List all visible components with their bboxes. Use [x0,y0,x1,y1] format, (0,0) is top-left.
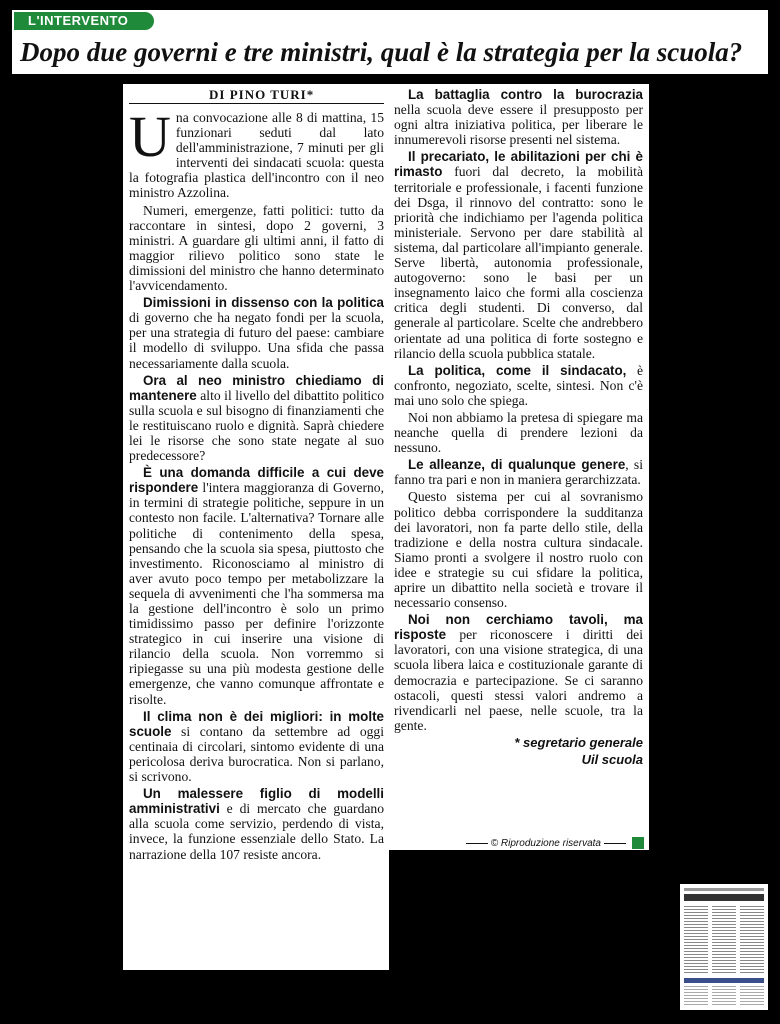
thumbnail-band [684,978,764,983]
paragraph-text: alto il livello del dibattito politico sulla scuola e sul bisogno di finanziamenti che le restituiscano ruolo e dignità. Saprà chiedere lei le risorse che sono state negate al suo predecessore? [129,387,384,464]
paragraph-lead: Dimissioni in dissenso con la politica [143,295,384,311]
headline: Dopo due governi e tre ministri, qual è la strategia per la scuola? [20,37,743,67]
paragraph-text: na convocazione alle 8 di mattina, 15 funzionari seduti dal lato dell'amministrazione, 7 minuti per gli interventi dei sindacati scuola: questa la fotografia plastica dell'incontro con il neo ministro Azzolina. [129,110,384,201]
paragraph [129,203,384,294]
divider [604,843,626,844]
divider [466,843,488,844]
paragraph [129,786,384,861]
paragraph [394,87,643,147]
paragraph-text: di governo che ha negato fondi per la scuola, per una strategia di futuro del paese: cambiare il modello di sviluppo. Una sfida che passa necessariamente dalla scuola. [129,310,384,371]
copyright-text: © Riproduzione riservata [490,838,601,849]
paragraph-lead: Un malessere figlio di modelli amministrativi [129,786,384,817]
thumbnail-column [684,986,708,1006]
section-tag: L'INTERVENTO [14,12,154,30]
paragraph-text: , si fanno tra pari e non in maniera gerarchizzata. [394,457,643,488]
end-mark [632,837,644,849]
paragraph [129,465,384,707]
paragraph [394,612,643,733]
paragraph-lead: È una domanda difficile a cui deve rispondere [129,465,384,496]
byline [129,87,384,104]
paragraph-text: fuori dal decreto, la mobilità territoriale e professionale, i facenti funzione dei Dsga, il rinnovo del contratto: sono le priorità che indichiamo per l'agenda politica ministeriale. Servono per dare stabilità al sistema, dal particolare all'impianto generale. Serve libertà, autonomia professionale, autogoverno: sono le basi per un insegnamento laico che formi alla coscienza critica degli studenti. Di converso, dal generale al particolare. Scelte che andrebbero orientate ad una politica di forte sostegno e rilancio della scuola pubblica statale. [394,164,643,361]
paragraph [394,489,643,610]
header-band [12,10,768,74]
signature-role: * segretario generale [514,734,643,750]
paragraph-text: l'intera maggioranza di Governo, in termini di strategie politiche, seppure in un contesto non facile. L'alternativa? Tornare alle politiche di contenimento della spesa, pensando che la scuola sia spesa, piuttosto che investimento. Riconosciamo al ministro di aver avuto poco tempo per metabolizzare la sequela di avvenimenti che l'ha sommersa ma la gestione dell'incontro è solo un primo timidissimo passo per definire l'orizzonte strategico in cui inserire una visione di rilancio della scuola. Non vorremmo si ripiegasse su una più modesta gestione delle emergenze, che vanno comunque affrontate e risolte. [129,480,384,707]
paragraph [394,149,643,360]
paragraph [394,457,643,487]
paragraph-text: nella scuola deve essere il presupposto per ogni altra iniziativa politica, per liberare le innumerevoli risorse presenti nel sistema. [394,102,643,148]
thumbnail-column [740,906,764,974]
paragraph-text: si contano da settembre ad oggi centinaia di circolari, sintomo evidente di una pericolosa deriva burocratica. Non si parlano, si scrivono. [129,723,384,785]
paragraph-lead: La battaglia contro la burocrazia [408,87,643,102]
thumbnail-header [684,888,764,891]
thumbnail-title [684,894,764,901]
copyright-notice [466,838,626,1022]
paragraph [129,373,384,464]
paragraph-text: Noi non abbiamo la pretesa di spiegare ma neanche quella di prendere lezioni da nessuno. [394,409,643,456]
paragraph-text: per riconoscere i diritti dei lavoratori, con una visione strategica, di una scuola libera laica e costituzionale garante di democrazia e partecipazione. Se ci saranno ostacoli, questi stessi valori andremo a rivendicarli nel paese, nelle scuole, tra la gente. [394,627,643,733]
dropcap: U [129,104,171,169]
paragraph [129,104,384,201]
paragraph-text: e di mercato che guardano alla scuola come servizio, perdendo di vista, invece, la funzione essenziale dello Stato. La narrazione della 107 resiste ancora. [129,801,384,862]
article-column-2 [389,84,649,850]
thumbnail-column [712,906,736,974]
paragraph-lead: Il clima non è dei migliori: in molte scuole [129,708,384,739]
thumbnail-column [712,986,736,1006]
signature-org: Uil scuola [581,751,643,767]
article-column-1 [123,84,389,970]
paragraph [129,295,384,370]
page-thumbnail[interactable] [680,884,768,1010]
paragraph-lead: Noi non cerchiamo tavoli, ma risposte [394,612,643,643]
paragraph-text: Questo sistema per cui al sovranismo politico debba corrispondere la sudditanza dei lavoratori, non fa parte dello stile, della tradizione e della nostra cultura sindacale. Siamo pronti a svolgere il nostro ruolo con idee e strategie su cui sfidare la politica, aprire un dibattito nella società e trovare il necessario consenso. [394,489,643,611]
paragraph-lead: Le alleanze, di qualunque genere [408,457,626,473]
paragraph-lead: Ora al neo ministro chiediamo di mantenere [129,372,384,403]
paragraph-text: Numeri, emergenze, fatti politici: tutto da raccontare in sintesi, dopo 2 governi, 3 ministri. A guardare gli ultimi anni, il fatto di maggior rilievo politico sono state le dimissioni del ministro che hanno determinato l'avvicendamento. [129,202,384,294]
paragraph-lead: Il precariato, le abilitazioni per chi è rimasto [394,149,643,180]
paragraph [394,410,643,455]
thumbnail-column [684,906,708,974]
byline-text: DI PINO TURI* [209,87,315,102]
paragraph-text: è confronto, negoziato, scelte, sintesi. Non c'è mai uno solo che spiega. [394,362,643,408]
paragraph [394,363,643,408]
thumbnail-column [740,986,764,1006]
paragraph [129,709,384,784]
paragraph-lead: La politica, come il sindacato, [408,362,627,378]
